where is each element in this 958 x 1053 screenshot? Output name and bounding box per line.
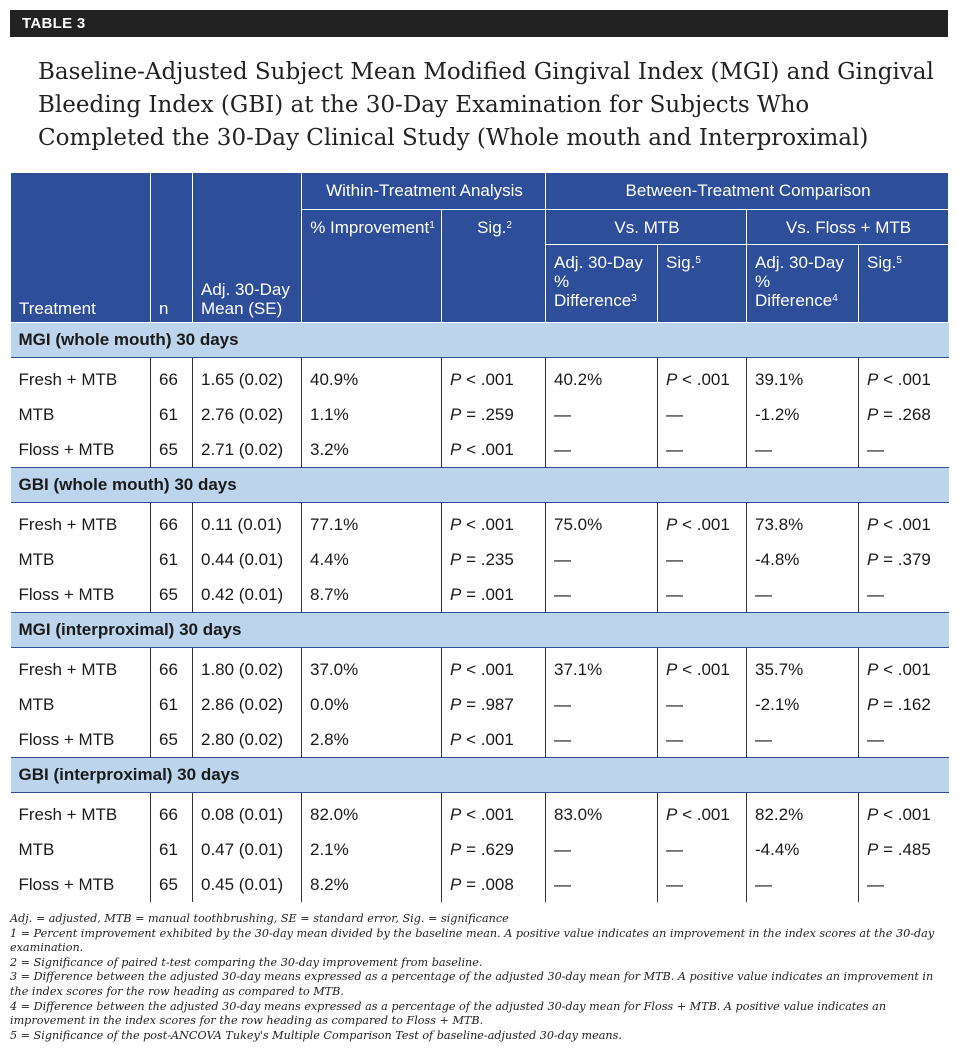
cell-adj-diff-mtb: — [546,397,658,432]
cell-pct-improvement: 40.9% [302,358,442,398]
cell-adj-mean: 2.80 (0.02) [193,722,302,758]
cell-n: 66 [151,648,193,688]
cell-sig-floss: — [859,867,949,902]
cell-treatment: Floss + MTB [18,439,115,459]
cell-treatment: MTB [18,839,55,859]
cell-sig-mtb: — [658,542,747,577]
cell-sig-mtb: — [658,832,747,867]
table-row [11,832,949,867]
footnote: Adj. = adjusted, MTB = manual toothbrushing, SE = standard error, Sig. = significance [10,912,509,925]
cell-n: 65 [151,432,193,468]
cell-pct-improvement: 3.2% [302,432,442,468]
table-row [11,577,949,613]
cell-adj-diff-floss: 35.7% [747,648,859,688]
cell-pct-improvement: 8.2% [302,867,442,902]
cell-sig-within: P < .001 [442,722,546,758]
cell-adj-mean: 2.76 (0.02) [193,397,302,432]
cell-adj-diff-floss: -1.2% [747,397,859,432]
cell-n: 61 [151,542,193,577]
cell-adj-diff-mtb: — [546,542,658,577]
cell-n: 65 [151,722,193,758]
cell-adj-mean: 0.44 (0.01) [193,542,302,577]
cell-treatment: Floss + MTB [18,874,115,894]
cell-adj-mean: 1.80 (0.02) [193,648,302,688]
col-adj-mean: Adj. 30-Day Mean (SE) [193,173,302,323]
cell-sig-floss: — [859,722,949,758]
cell-treatment: Fresh + MTB [18,804,118,824]
cell-sig-within: P = .259 [442,397,546,432]
table-row [11,397,949,432]
col-group-between: Between-Treatment Comparison [546,173,949,210]
cell-n: 65 [151,577,193,613]
col-sig-within: Sig.$^2$ [442,210,546,323]
footnote: 3 = Difference between the adjusted 30-day means expressed as a percentage of the adjusted 30-day mean for MTB. A positive value indicates an improvement in the index scores for the row heading as compared to MTB. [10,970,934,998]
cell-adj-diff-mtb: — [546,722,658,758]
cell-sig-floss: P = .485 [859,832,949,867]
table-row [11,358,949,398]
section-title: MGI (interproximal) 30 days [11,613,949,648]
cell-adj-diff-floss: — [747,722,859,758]
cell-adj-diff-floss: 73.8% [747,503,859,543]
cell-adj-mean: 1.65 (0.02) [193,358,302,398]
cell-adj-mean: 0.42 (0.01) [193,577,302,613]
cell-sig-within: P < .001 [442,648,546,688]
cell-adj-diff-floss: — [747,577,859,613]
section-header [11,758,949,793]
cell-sig-mtb: — [658,722,747,758]
cell-sig-mtb: — [658,687,747,722]
cell-sig-within: P < .001 [442,432,546,468]
cell-sig-mtb: P < .001 [658,648,747,688]
cell-n: 65 [151,867,193,902]
cell-sig-mtb: — [658,577,747,613]
table-row [11,722,949,758]
cell-pct-improvement: 8.7% [302,577,442,613]
cell-n: 61 [151,687,193,722]
table-row [11,503,949,543]
cell-adj-diff-mtb: 83.0% [546,793,658,833]
cell-adj-mean: 2.71 (0.02) [193,432,302,468]
cell-n: 66 [151,793,193,833]
section-title: GBI (whole mouth) 30 days [11,468,949,503]
col-treatment: Treatment [11,173,151,323]
section-header [11,468,949,503]
cell-pct-improvement: 2.8% [302,722,442,758]
cell-treatment: Fresh + MTB [18,659,118,679]
cell-pct-improvement: 37.0% [302,648,442,688]
cell-adj-diff-floss: -2.1% [747,687,859,722]
cell-treatment: Floss + MTB [18,729,115,749]
cell-adj-diff-floss: -4.8% [747,542,859,577]
cell-pct-improvement: 82.0% [302,793,442,833]
cell-treatment: MTB [18,404,55,424]
cell-pct-improvement: 77.1% [302,503,442,543]
table-row [11,542,949,577]
cell-adj-diff-floss: — [747,867,859,902]
section-header [11,613,949,648]
cell-sig-mtb: — [658,867,747,902]
cell-sig-within: P = .008 [442,867,546,902]
table-row [11,687,949,722]
cell-adj-diff-floss: -4.4% [747,832,859,867]
table-row [11,432,949,468]
cell-adj-mean: 0.47 (0.01) [193,832,302,867]
cell-n: 66 [151,503,193,543]
cell-n: 61 [151,397,193,432]
cell-sig-within: P < .001 [442,358,546,398]
table-label: TABLE 3 [10,10,948,37]
cell-sig-mtb: — [658,397,747,432]
cell-sig-within: P = .987 [442,687,546,722]
cell-sig-within: P = .629 [442,832,546,867]
cell-pct-improvement: 2.1% [302,832,442,867]
footnotes [10,912,948,1043]
table-title: Baseline-Adjusted Subject Mean Modified Gingival Index (MGI) and Gingival Bleeding Index (GBI) at the 30-Day Examination for Subjects Who Completed the 30-Day Clinical Study (Whole mouth and Interproximal) [38,59,934,151]
cell-adj-diff-mtb: — [546,867,658,902]
cell-treatment: MTB [18,549,55,569]
cell-sig-floss: — [859,577,949,613]
results-table [10,172,949,902]
cell-adj-mean: 0.11 (0.01) [193,503,302,543]
cell-sig-floss: — [859,432,949,468]
cell-adj-diff-mtb: 75.0% [546,503,658,543]
col-group-vs-mtb: Vs. MTB [546,210,747,245]
cell-adj-diff-mtb: 37.1% [546,648,658,688]
footnote: 2 = Significance of paired t-test comparing the 30-day improvement from baseline. [10,955,483,969]
col-sig-floss: Sig.$^5$ [859,245,949,323]
cell-sig-mtb: P < .001 [658,358,747,398]
cell-adj-diff-mtb: 40.2% [546,358,658,398]
cell-pct-improvement: 1.1% [302,397,442,432]
cell-n: 66 [151,358,193,398]
cell-sig-floss: P = .268 [859,397,949,432]
cell-sig-floss: P < .001 [859,358,949,398]
section-header [11,323,949,358]
col-adj-diff-mtb: Adj. 30-Day % Difference$^3$ [546,245,658,323]
cell-adj-mean: 0.45 (0.01) [193,867,302,902]
col-sig-mtb: Sig.$^5$ [658,245,747,323]
cell-sig-floss: P < .001 [859,793,949,833]
cell-adj-diff-mtb: — [546,577,658,613]
cell-sig-mtb: P < .001 [658,503,747,543]
table-row [11,648,949,688]
cell-treatment: MTB [18,694,55,714]
cell-sig-mtb: — [658,432,747,468]
cell-adj-diff-mtb: — [546,832,658,867]
cell-sig-within: P < .001 [442,793,546,833]
cell-treatment: Floss + MTB [18,584,115,604]
cell-sig-floss: P < .001 [859,503,949,543]
cell-sig-within: P = .235 [442,542,546,577]
col-group-vs-floss: Vs. Floss + MTB [747,210,949,245]
cell-sig-floss: P = .162 [859,687,949,722]
footnote: 5 = Significance of the post-ANCOVA Tukey's Multiple Comparison Test of baseline-adjusted 30-day means. [10,1028,622,1042]
cell-pct-improvement: 4.4% [302,542,442,577]
cell-adj-diff-mtb: — [546,432,658,468]
col-adj-diff-floss: Adj. 30-Day % Difference$^4$ [747,245,859,323]
cell-adj-diff-mtb: — [546,687,658,722]
cell-adj-diff-floss: 39.1% [747,358,859,398]
cell-adj-mean: 0.08 (0.01) [193,793,302,833]
cell-n: 61 [151,832,193,867]
footnote: 4 = Difference between the adjusted 30-day means expressed as a percentage of the adjusted 30-day mean for Floss + MTB. A positive value indicates an improvement in the index scores for the row heading as compared to Floss + MTB. [10,999,887,1028]
cell-adj-diff-floss: 82.2% [747,793,859,833]
cell-adj-mean: 2.86 (0.02) [193,687,302,722]
cell-sig-floss: P = .379 [859,542,949,577]
cell-pct-improvement: 0.0% [302,687,442,722]
cell-sig-floss: P < .001 [859,648,949,688]
table-row [11,867,949,902]
col-n: n [151,173,193,323]
cell-treatment: Fresh + MTB [18,514,118,534]
cell-adj-diff-floss: — [747,432,859,468]
table-row [11,793,949,833]
cell-treatment: Fresh + MTB [18,369,118,389]
col-group-within: Within-Treatment Analysis [302,173,546,210]
section-title: MGI (whole mouth) 30 days [11,323,949,358]
cell-sig-within: P = .001 [442,577,546,613]
footnote: 1 = Percent improvement exhibited by the 30-day mean divided by the baseline mean. A positive value indicates an improvement in the index scores at the 30-day examination. [10,926,935,955]
col-pct-improvement: % Improvement$^1$ [302,210,442,323]
cell-sig-within: P < .001 [442,503,546,543]
cell-sig-mtb: P < .001 [658,793,747,833]
section-title: GBI (interproximal) 30 days [11,758,949,793]
